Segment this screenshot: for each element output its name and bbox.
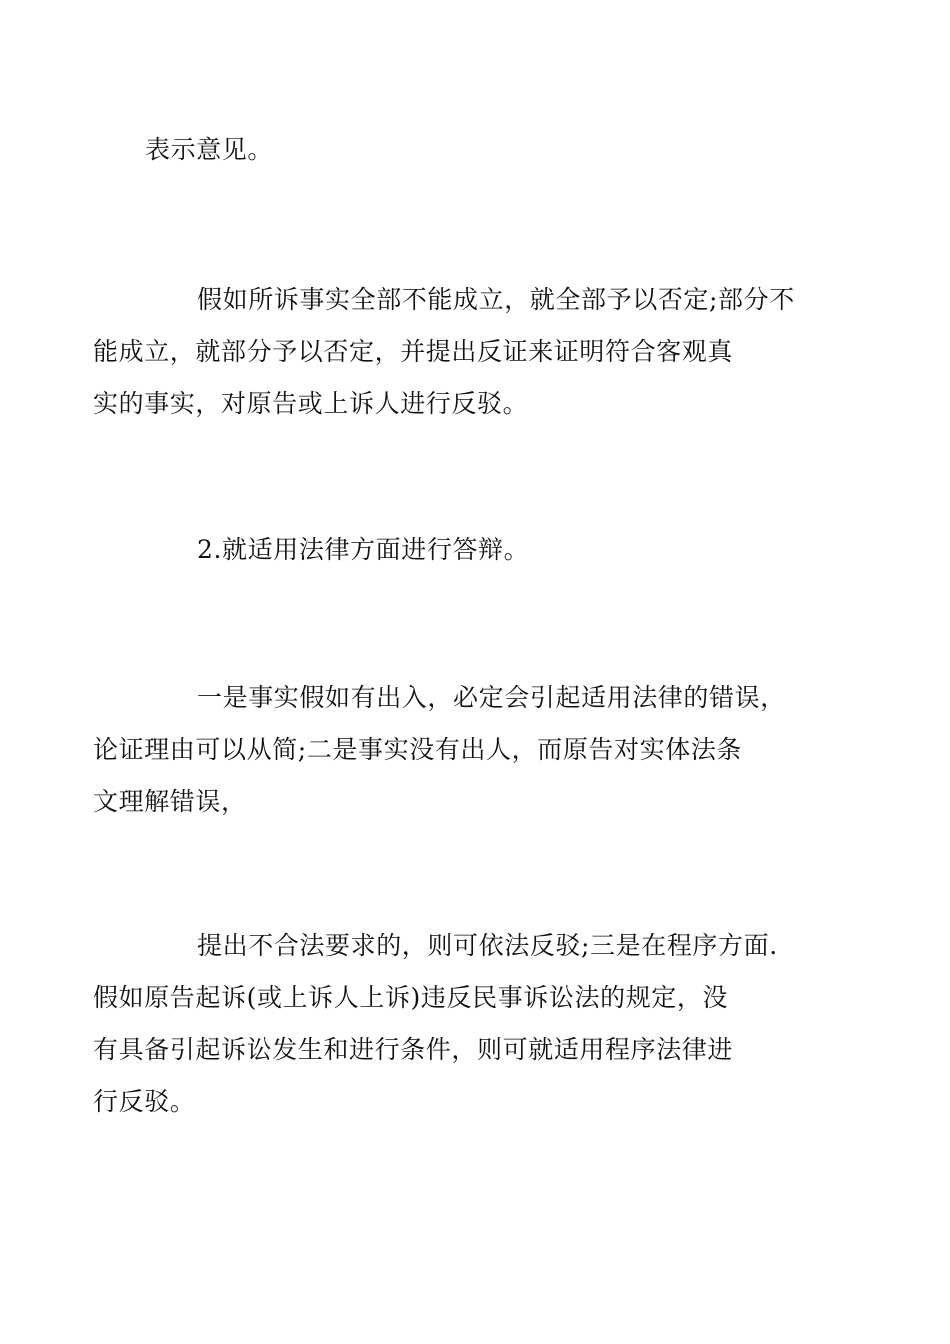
paragraph-1 (145, 124, 810, 176)
paragraph-line: 假如所诉事实全部不能成立，就全部予以否定;部分不 (197, 285, 795, 314)
paragraph-line: 论证理由可以从简;二是事实没有出人，而原告对实体法条 (93, 735, 743, 764)
paragraph-line: 2.就适用法律方面进行答辩。 (197, 535, 530, 564)
paragraph-3-heading (145, 524, 810, 576)
paragraph-line: 一是事实假如有出入，必定会引起适用法律的错误， (197, 683, 786, 712)
paragraph-line: 有具备引起诉讼发生和进行条件，则可就适用程序法律进 (93, 1035, 734, 1064)
paragraph-line: 行反驳。 (93, 1087, 196, 1116)
paragraph-line: 文理解错误， (93, 787, 247, 816)
paragraph-line: 假如原告起诉(或上诉人上诉)违反民事诉讼法的规定，没 (93, 983, 729, 1012)
paragraph-4 (93, 672, 810, 828)
paragraph-line: 能成立，就部分予以否定，并提出反证来证明符合客观真 (93, 337, 734, 366)
paragraph-line: 提出不合法要求的，则可依法反驳;三是在程序方面. (197, 931, 778, 960)
paragraph-line: 实的事实，对原告或上诉人进行反驳。 (93, 389, 529, 418)
paragraph-5 (93, 920, 810, 1128)
paragraph-line: 表示意见。 (145, 135, 274, 164)
paragraph-2 (93, 274, 810, 430)
